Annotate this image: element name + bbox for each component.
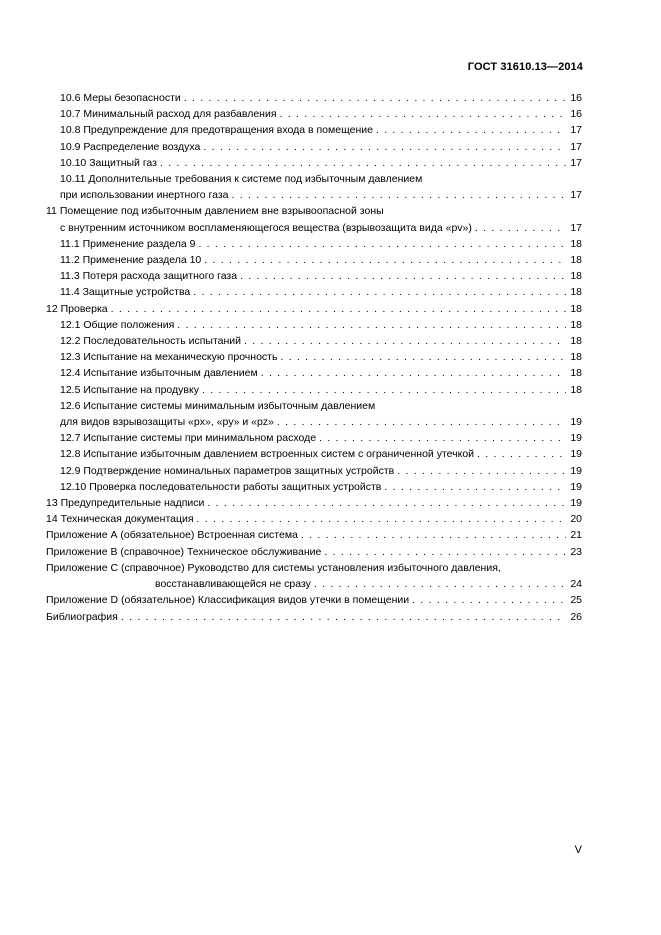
toc-entry-page: 18 <box>570 254 582 267</box>
dot-leader <box>280 106 566 122</box>
toc-entry-page: 17 <box>570 140 582 153</box>
toc-entry-title: 12.3 Испытание на механическую прочность <box>60 351 278 364</box>
toc-entry-page: 17 <box>570 221 582 234</box>
toc-entry-11[interactable] <box>46 203 582 235</box>
toc-entry-11-4[interactable] <box>46 284 582 300</box>
table-of-contents <box>46 90 582 625</box>
dot-leader <box>121 609 566 625</box>
dot-leader <box>197 511 566 527</box>
toc-entry-title-line1: 12.6 Испытание системы минимальным избыточным давлением <box>60 399 376 412</box>
toc-entry-12-2[interactable] <box>46 333 582 349</box>
dot-leader <box>240 268 566 284</box>
toc-entry-title-line1: 10.11 Дополнительные требования к системе под избыточным давлением <box>60 173 423 186</box>
toc-entry-page: 23 <box>570 545 582 558</box>
document-header: ГОСТ 31610.13—2014 <box>467 61 583 73</box>
toc-entry-title-line1: 11 Помещение под избыточным давлением вне взрывоопасной зоны <box>46 205 384 218</box>
dot-leader <box>412 592 566 608</box>
dot-leader <box>111 301 566 317</box>
toc-entry-title: 12.2 Последовательность испытаний <box>60 335 242 348</box>
toc-entry-page: 20 <box>570 513 582 526</box>
toc-entry-page: 18 <box>570 351 582 364</box>
dot-leader <box>244 333 566 349</box>
dot-leader <box>232 187 567 203</box>
toc-entry-page: 19 <box>570 416 582 429</box>
toc-entry-title: при использовании инертного газа <box>60 189 229 202</box>
toc-entry-page: 18 <box>570 286 582 299</box>
dot-leader <box>397 463 566 479</box>
toc-entry-12-1[interactable] <box>46 317 582 333</box>
dot-leader <box>477 446 566 462</box>
toc-entry-title: Приложение D (обязательное) Классификация видов утечки в помещении <box>46 594 410 607</box>
toc-entry-page: 17 <box>570 189 582 202</box>
dot-leader <box>314 576 566 592</box>
toc-entry-title: 11.2 Применение раздела 10 <box>60 254 202 267</box>
dot-leader <box>184 90 566 106</box>
toc-entry-12-7[interactable] <box>46 430 582 446</box>
dot-leader <box>160 155 566 171</box>
toc-entry-12[interactable] <box>46 301 582 317</box>
toc-entry-title: 12.1 Общие положения <box>60 318 175 331</box>
toc-entry-title: 12.4 Испытание избыточным давлением <box>60 367 258 380</box>
toc-entry-page: 24 <box>570 578 582 591</box>
page-number: V <box>574 844 582 856</box>
toc-entry-12-3[interactable] <box>46 349 582 365</box>
dot-leader <box>280 349 566 365</box>
toc-entry-12-5[interactable] <box>46 382 582 398</box>
toc-entry-page: 18 <box>570 318 582 331</box>
toc-entry-14[interactable] <box>46 511 582 527</box>
toc-entry-page: 26 <box>570 610 582 623</box>
toc-entry-page: 25 <box>570 594 582 607</box>
dot-leader <box>204 252 566 268</box>
toc-entry-title: 12.5 Испытание на продувку <box>60 383 199 396</box>
toc-entry-page: 19 <box>570 448 582 461</box>
toc-entry-page: 18 <box>570 335 582 348</box>
toc-entry-title: Приложение А (обязательное) Встроенная система <box>46 529 298 542</box>
toc-entry-page: 18 <box>570 367 582 380</box>
toc-entry-10-8[interactable] <box>46 122 582 138</box>
toc-entry-page: 18 <box>570 270 582 283</box>
toc-entry-13[interactable] <box>46 495 582 511</box>
toc-entry-title: 11.4 Защитные устройства <box>60 286 191 299</box>
dot-leader <box>277 414 566 430</box>
toc-entry-page: 18 <box>570 237 582 250</box>
toc-entry-title: 14 Техническая документация <box>46 513 194 526</box>
toc-entry-bibliography[interactable] <box>46 609 582 625</box>
toc-entry-page: 19 <box>570 432 582 445</box>
toc-entry-page: 18 <box>570 302 582 315</box>
toc-entry-page: 19 <box>570 480 582 493</box>
toc-entry-title-line1: Приложение С (справочное) Руководство для системы установления избыточного давления, <box>46 561 501 574</box>
dot-leader <box>207 495 566 511</box>
dot-leader <box>475 220 566 236</box>
toc-entry-title: 12.9 Подтверждение номинальных параметров защитных устройств <box>60 464 395 477</box>
toc-entry-title: 12.7 Испытание системы при минимальном расходе <box>60 432 317 445</box>
toc-entry-12-9[interactable] <box>46 463 582 479</box>
toc-entry-appendix-a[interactable] <box>46 527 582 543</box>
toc-entry-title: Приложение В (справочное) Техническое обслуживание <box>46 545 322 558</box>
toc-entry-10-11[interactable] <box>46 171 582 203</box>
toc-entry-page: 16 <box>570 92 582 104</box>
toc-entry-page: 18 <box>570 383 582 396</box>
toc-entry-title: 10.7 Минимальный расход для разбавления <box>60 108 277 121</box>
dot-leader <box>261 365 566 381</box>
toc-entry-10-6[interactable] <box>46 90 582 106</box>
toc-entry-title: 12 Проверка <box>46 302 108 315</box>
dot-leader <box>202 382 566 398</box>
dot-leader <box>376 122 566 138</box>
toc-entry-page: 17 <box>570 124 582 137</box>
toc-entry-12-10[interactable] <box>46 479 582 495</box>
toc-entry-title: 11.1 Применение раздела 9 <box>60 237 196 250</box>
toc-entry-title: с внутренним источником воспламеняющегося вещества (взрывозащита вида «pv») <box>60 221 472 234</box>
toc-entry-title: 12.8 Испытание избыточным давлением встроенных систем с ограниченной утечкой <box>60 448 475 461</box>
toc-entry-title: 10.9 Распределение воздуха <box>60 140 201 153</box>
dot-leader <box>319 430 566 446</box>
toc-entry-page: 16 <box>570 108 582 121</box>
toc-entry-title: 10.10 Защитный газ <box>60 156 157 169</box>
toc-entry-11-2[interactable] <box>46 252 582 268</box>
toc-entry-appendix-b[interactable] <box>46 544 582 560</box>
dot-leader <box>324 544 566 560</box>
toc-entry-11-3[interactable] <box>46 268 582 284</box>
toc-entry-page: 19 <box>570 464 582 477</box>
toc-entry-title: восстанавливающейся не сразу <box>155 578 311 591</box>
toc-entry-title: Библиография <box>46 610 118 623</box>
toc-entry-page: 19 <box>570 497 582 510</box>
dot-leader <box>177 317 566 333</box>
toc-entry-page: 17 <box>570 156 582 169</box>
toc-entry-title: для видов взрывозащиты «px», «py» и «pz» <box>60 416 274 429</box>
toc-entry-10-7[interactable] <box>46 106 582 122</box>
toc-entry-title: 12.10 Проверка последовательности работы защитных устройств <box>60 480 382 493</box>
toc-entry-title: 10.8 Предупреждение для предотвращения входа в помещение <box>60 124 373 137</box>
toc-entry-appendix-c[interactable] <box>46 560 582 592</box>
dot-leader <box>193 284 566 300</box>
dot-leader <box>301 527 566 543</box>
dot-leader <box>203 139 566 155</box>
toc-entry-12-6[interactable] <box>46 398 582 430</box>
toc-entry-title: 13 Предупредительные надписи <box>46 497 205 510</box>
toc-entry-11-1[interactable] <box>46 236 582 252</box>
toc-entry-appendix-d[interactable] <box>46 592 582 608</box>
toc-entry-10-10[interactable] <box>46 155 582 171</box>
toc-entry-title: 10.6 Меры безопасности <box>60 92 181 104</box>
dot-leader <box>198 236 566 252</box>
toc-entry-title: 11.3 Потеря расхода защитного газа <box>60 270 238 283</box>
dot-leader <box>384 479 566 495</box>
toc-entry-12-8[interactable] <box>46 446 582 462</box>
toc-entry-10-9[interactable] <box>46 139 582 155</box>
toc-entry-12-4[interactable] <box>46 365 582 381</box>
toc-entry-page: 21 <box>570 529 582 542</box>
